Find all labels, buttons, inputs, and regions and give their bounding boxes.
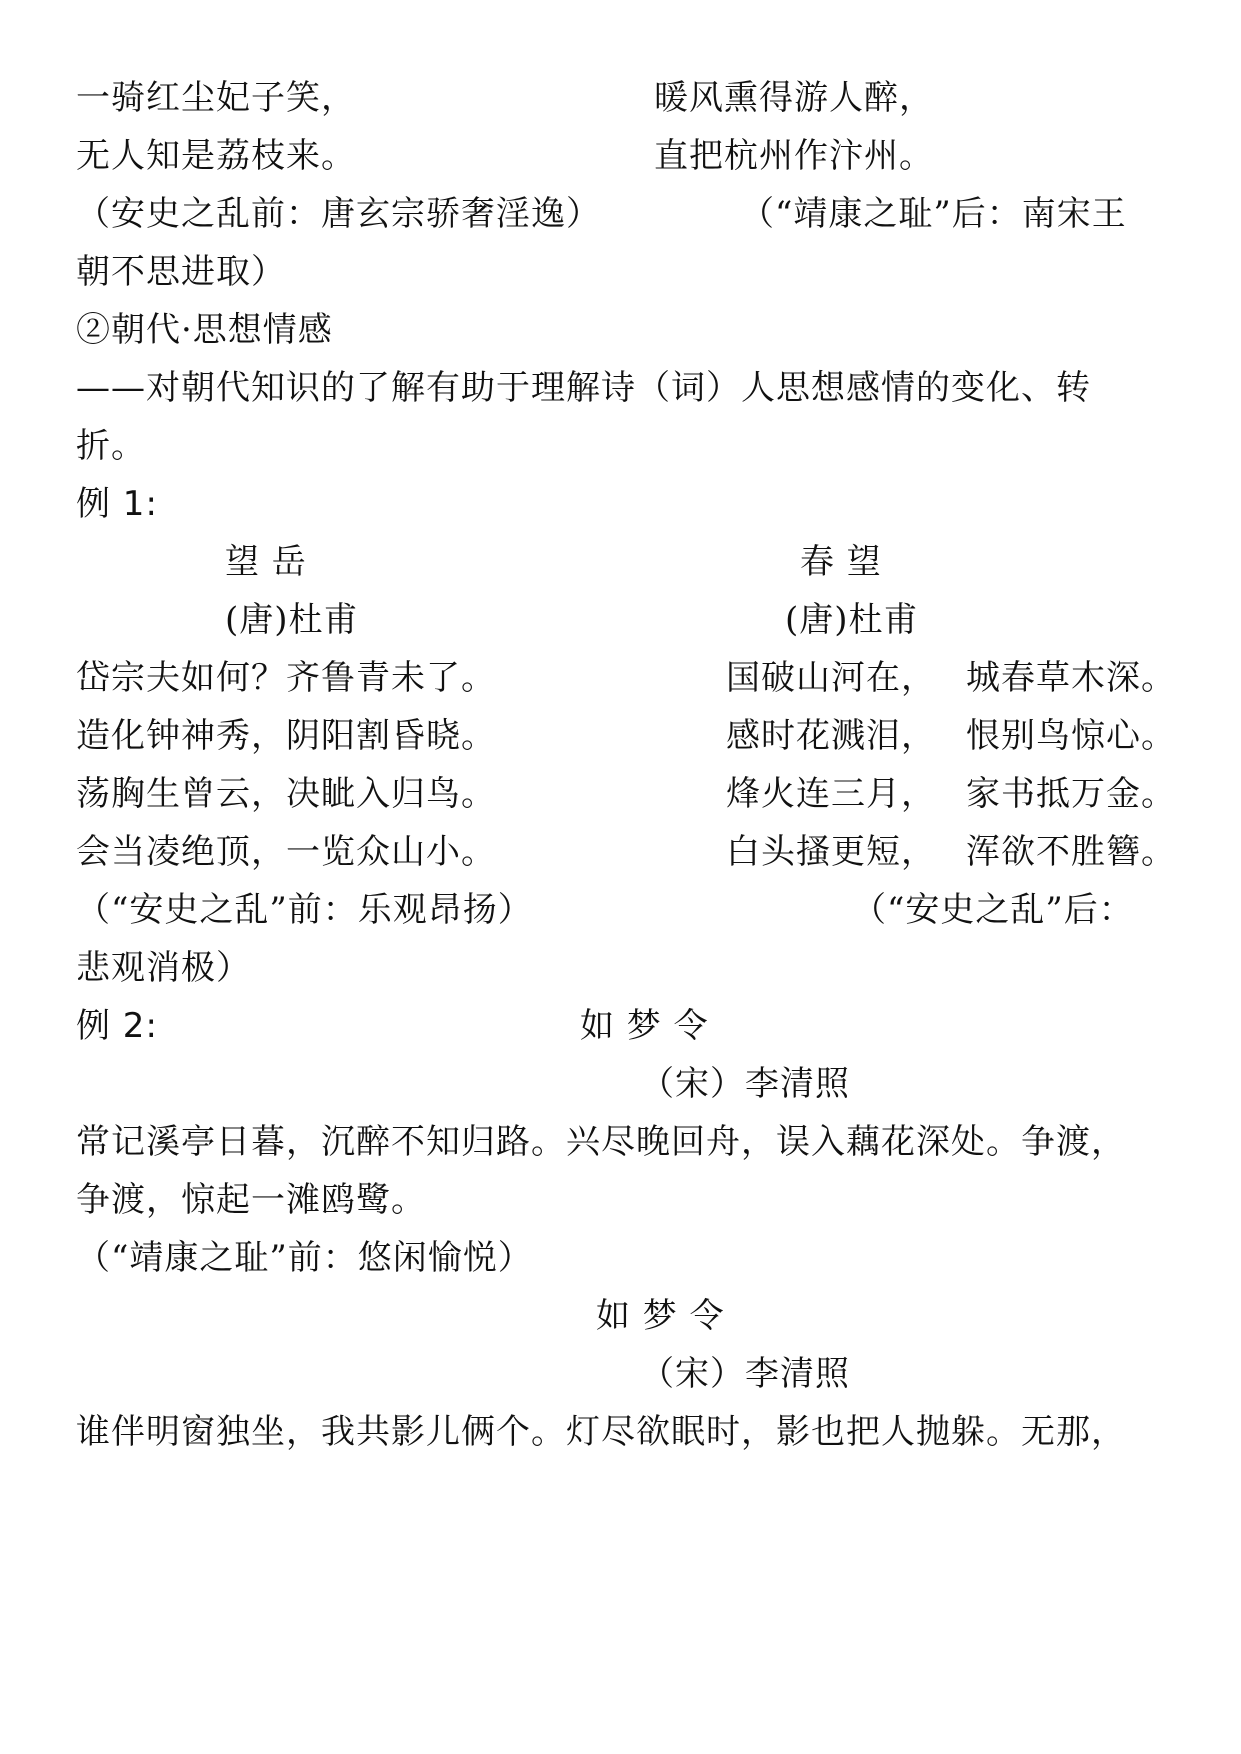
chunwang-line-2a: 感时花溅泪， — [726, 716, 936, 756]
section-desc-line-2: 折。 — [76, 426, 146, 466]
intro-left-line-2: 无人知是荔枝来。 — [76, 136, 356, 176]
example-2-label: 例 2: — [76, 1006, 158, 1046]
rumengling-1-line-2: 争渡，惊起一滩鸥鹭。 — [76, 1180, 426, 1220]
chunwang-line-1b: 城春草木深。 — [966, 658, 1176, 698]
section-desc-line-1: ——对朝代知识的了解有助于理解诗（词）人思想感情的变化、转 — [76, 368, 1091, 408]
poem-author-chunwang: (唐)杜甫 — [785, 600, 919, 640]
chunwang-line-4b: 浑欲不胜簪。 — [966, 832, 1176, 872]
intro-right-line-2: 直把杭州作汴州。 — [654, 136, 934, 176]
wangyue-line-2: 造化钟神秀，阴阳割昏晓。 — [76, 716, 496, 756]
chunwang-line-3b: 家书抵万金。 — [966, 774, 1176, 814]
intro-note-right-cont: 朝不思进取） — [76, 252, 286, 292]
poem-title-chunwang: 春 望 — [800, 542, 882, 582]
wangyue-line-4: 会当凌绝顶，一览众山小。 — [76, 832, 496, 872]
intro-left-line-1: 一骑红尘妃子笑， — [76, 78, 356, 118]
wangyue-line-3: 荡胸生曾云，决眦入归鸟。 — [76, 774, 496, 814]
example-1-label: 例 1: — [76, 484, 158, 524]
chunwang-line-3a: 烽火连三月， — [726, 774, 936, 814]
poem-author-wangyue: (唐)杜甫 — [225, 600, 359, 640]
example-1-note-right-cont: 悲观消极） — [76, 948, 251, 988]
rumengling-1-note: （“靖康之耻”前：悠闲愉悦） — [76, 1238, 533, 1278]
example-1-note-right: （“安史之乱”后： — [852, 890, 1134, 930]
chunwang-line-2b: 恨别鸟惊心。 — [966, 716, 1176, 756]
wangyue-line-1: 岱宗夫如何？齐鲁青未了。 — [76, 658, 496, 698]
poem-title-wangyue: 望 岳 — [225, 542, 307, 582]
poem-author-rumengling-2: （宋）李清照 — [640, 1354, 850, 1394]
poem-title-rumengling-2: 如 梦 令 — [596, 1296, 725, 1336]
example-1-note-left: （“安史之乱”前：乐观昂扬） — [76, 890, 533, 930]
intro-note-right: （“靖康之耻”后：南宋王 — [740, 194, 1127, 234]
rumengling-1-line-1: 常记溪亭日暮，沉醉不知归路。兴尽晚回舟，误入藕花深处。争渡， — [76, 1122, 1126, 1162]
poem-title-rumengling-1: 如 梦 令 — [580, 1006, 709, 1046]
intro-right-line-1: 暖风熏得游人醉， — [654, 78, 934, 118]
poem-author-rumengling-1: （宋）李清照 — [640, 1064, 850, 1104]
rumengling-2-line-1: 谁伴明窗独坐，我共影儿俩个。灯尽欲眠时，影也把人抛躲。无那， — [76, 1412, 1126, 1452]
chunwang-line-4a: 白头搔更短， — [726, 832, 936, 872]
chunwang-line-1a: 国破山河在， — [726, 658, 936, 698]
section-heading: ②朝代·思想情感 — [76, 310, 333, 350]
intro-note-left: （安史之乱前：唐玄宗骄奢淫逸） — [76, 194, 601, 234]
